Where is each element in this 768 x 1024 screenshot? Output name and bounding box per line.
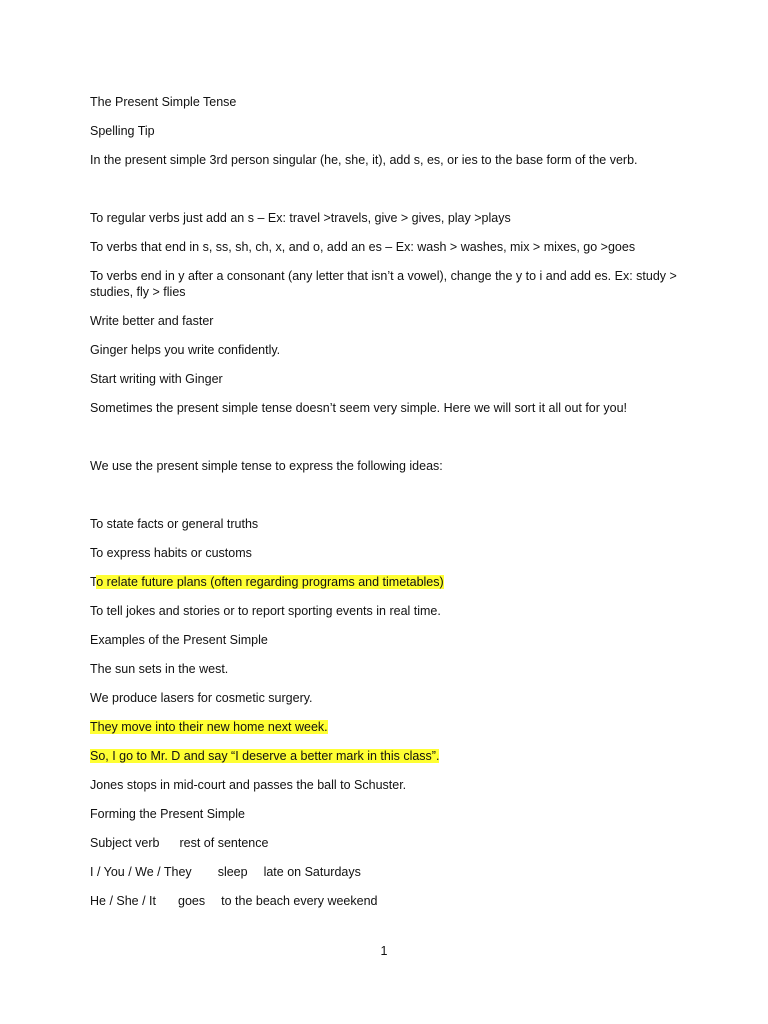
use-facts: To state facts or general truths: [90, 517, 259, 531]
uses-intro: We use the present simple tense to express the following ideas:: [90, 459, 443, 473]
use-habits: To express habits or customs: [90, 546, 252, 560]
row-subject: I / You / We / They: [90, 865, 192, 879]
examples-heading: Examples of the Present Simple: [90, 633, 268, 647]
highlighted-text: So, I go to Mr. D and say “I deserve a better mark in this class”.: [90, 749, 440, 763]
highlighted-text: o relate future plans (often regarding programs and timetables): [96, 575, 444, 589]
use-jokes: To tell jokes and stories or to report sporting events in real time.: [90, 604, 441, 618]
use-future-plans: [90, 574, 690, 590]
page-number: 1: [380, 944, 388, 958]
spelling-tip-heading: Spelling Tip: [90, 124, 155, 138]
forming-table-row: [90, 864, 690, 880]
example-mr-d: [90, 748, 690, 764]
forming-table-header: [90, 835, 690, 851]
example-jones: Jones stops in mid-court and passes the ball to Schuster.: [90, 778, 407, 792]
document-title: The Present Simple Tense: [90, 95, 237, 109]
ad-line-ginger-helps: Ginger helps you write confidently.: [90, 343, 281, 357]
sort-it-out-line: Sometimes the present simple tense doesn’t seem very simple. Here we will sort it all out for you!: [90, 401, 628, 415]
example-sun-sets: The sun sets in the west.: [90, 662, 229, 676]
row-subject: He / She / It: [90, 894, 157, 908]
ad-line-write-better: Write better and faster: [90, 314, 214, 328]
row-rest: late on Saturdays: [263, 865, 361, 879]
example-new-home: [90, 719, 690, 735]
rule-es-verbs: To verbs that end in s, ss, sh, ch, x, and o, add an es – Ex: wash > washes, mix > mixes, go >goes: [90, 240, 636, 254]
ad-line-start-writing: Start writing with Ginger: [90, 372, 223, 386]
row-rest: to the beach every weekend: [221, 894, 378, 908]
use-future-prefix: T: [90, 575, 97, 589]
rule-regular-verbs: To regular verbs just add an s – Ex: travel >travels, give > gives, play >plays: [90, 211, 511, 225]
row-verb: goes: [178, 894, 206, 908]
forming-table-row: [90, 893, 690, 909]
document-body: [90, 94, 690, 922]
row-verb: sleep: [217, 865, 248, 879]
highlighted-text: They move into their new home next week.: [90, 720, 328, 734]
header-rest: rest of sentence: [179, 836, 269, 850]
rule-y-verbs: To verbs end in y after a consonant (any letter that isn’t a vowel), change the y to i and add es. Ex: study > studies, fly > flies: [90, 269, 677, 299]
spelling-tip-intro: In the present simple 3rd person singular (he, she, it), add s, es, or ies to the base form of the verb.: [90, 153, 638, 167]
example-lasers: We produce lasers for cosmetic surgery.: [90, 691, 313, 705]
header-subject-verb: Subject verb: [90, 836, 160, 850]
forming-heading: Forming the Present Simple: [90, 807, 245, 821]
